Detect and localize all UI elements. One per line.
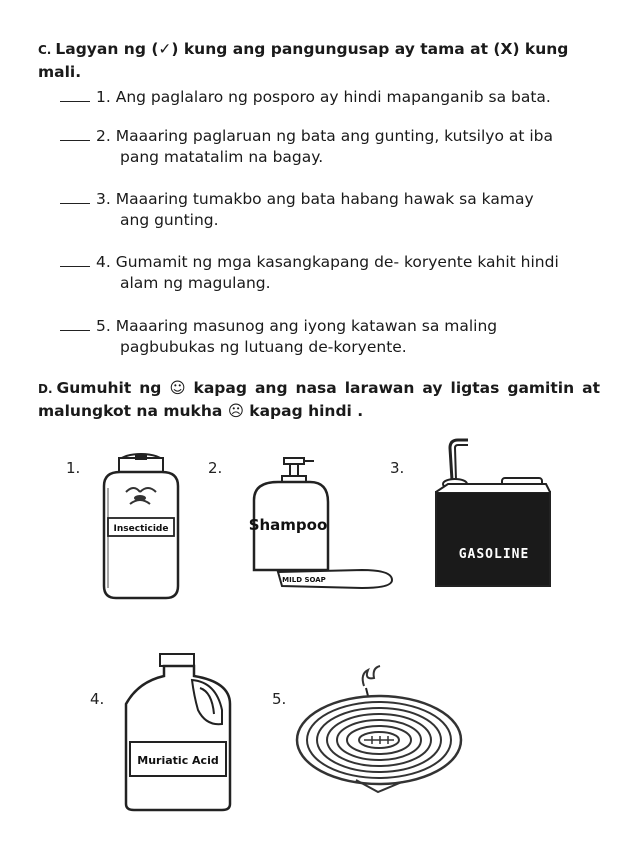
statement-item-5 <box>60 316 620 358</box>
insecticide-can-illustration <box>96 448 186 604</box>
statement-item-1 <box>60 87 620 108</box>
statement-item-4 <box>60 252 620 294</box>
statement-continuation: pang matatalim na bagay. <box>120 148 324 166</box>
picture-number-2: 2. <box>208 459 223 477</box>
muriatic-acid-label: Muriatic Acid <box>137 754 219 767</box>
section-letter: C. <box>38 43 52 57</box>
gasoline-can-illustration <box>428 436 558 592</box>
section-c-instruction <box>38 38 608 83</box>
picture-number-1: 1. <box>66 459 81 477</box>
mild-soap-label: MILD SOAP <box>282 576 326 584</box>
statement-item-2 <box>60 126 620 168</box>
answer-blank[interactable] <box>60 87 90 102</box>
statement-continuation: pagbubukas ng lutuang de-koryente. <box>120 338 407 356</box>
statement-text: 1. Ang paglalaro ng posporo ay hindi mapanganib sa bata. <box>96 88 551 106</box>
statement-item-3 <box>60 189 620 231</box>
instruction-text: Lagyan ng (✓) kung ang pangungusap ay tama at (X) kung mali. <box>38 40 569 81</box>
insecticide-label: Insecticide <box>113 524 169 534</box>
answer-blank[interactable] <box>60 252 90 267</box>
shampoo-label: Shampoo <box>248 516 328 534</box>
answer-blank[interactable] <box>60 316 90 331</box>
mosquito-coil-illustration <box>294 662 464 802</box>
picture-number-5: 5. <box>272 690 287 708</box>
answer-blank[interactable] <box>60 126 90 141</box>
picture-number-3: 3. <box>390 459 405 477</box>
statement-text: 5. Maaaring masunog ang iyong katawan sa maling <box>96 317 498 335</box>
picture-number-4: 4. <box>90 690 105 708</box>
section-d-instruction <box>38 377 600 422</box>
section-letter: D. <box>38 382 53 396</box>
answer-blank[interactable] <box>60 189 90 204</box>
statement-text: 3. Maaaring tumakbo ang bata habang hawak sa kamay <box>96 190 534 208</box>
muriatic-acid-jug-illustration <box>118 652 236 814</box>
statement-continuation: ang gunting. <box>120 211 219 229</box>
shampoo-soap-illustration <box>242 452 405 592</box>
statement-text: 4. Gumamit ng mga kasangkapang de- koryente kahit hindi <box>96 253 559 271</box>
statement-text: 2. Maaaring paglaruan ng bata ang gunting, kutsilyo at iba <box>96 127 554 145</box>
instruction-text: Gumuhit ng ☺ kapag ang nasa larawan ay ligtas gamitin at malungkot na mukha ☹ kapag hindi . <box>38 379 600 420</box>
gasoline-label: GASOLINE <box>458 547 530 562</box>
statement-continuation: alam ng magulang. <box>120 274 271 292</box>
